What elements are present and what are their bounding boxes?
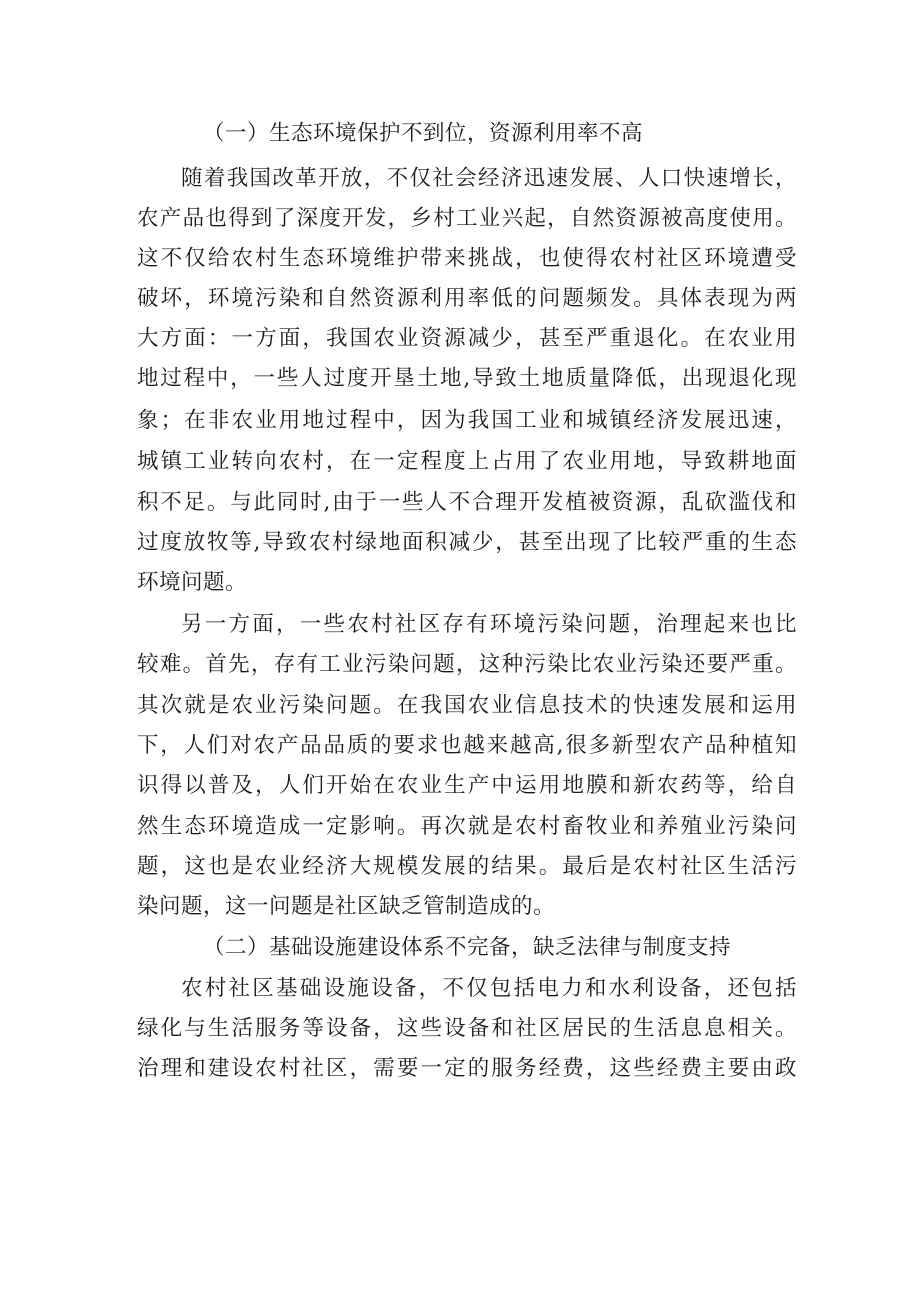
- paragraph-line: 破坏，环境污染和自然资源利用率低的问题频发。具体表现为两: [137, 286, 797, 311]
- paragraph-line: 城镇工业转向农村，在一定程度上占用了农业用地，导致耕地面: [137, 449, 797, 474]
- paragraph-line: 大方面：一方面，我国农业资源减少，甚至严重退化。在农业用: [137, 326, 797, 351]
- paragraph-line: 然生态环境造成一定影响。再次就是农村畜牧业和养殖业污染问: [137, 814, 797, 839]
- section-heading-1: （一）生态环境保护不到位，资源利用率不高: [203, 121, 644, 146]
- paragraph-line: 地过程中，一些人过度开垦土地,导致土地质量降低，出现退化现: [137, 366, 797, 391]
- paragraph-line: 下，人们对农产品品质的要求也越来越高,很多新型农产品种植知: [137, 733, 797, 758]
- paragraph-line: 象；在非农业用地过程中，因为我国工业和城镇经济发展迅速，: [137, 408, 797, 433]
- paragraph-line: 治理和建设农村社区，需要一定的服务经费，这些经费主要由政: [137, 1056, 797, 1081]
- paragraph-line: 染问题，这一问题是社区缺乏管制造成的。: [137, 894, 556, 919]
- paragraph-line: 农产品也得到了深度开发，乡村工业兴起，自然资源被高度使用。: [137, 206, 797, 231]
- paragraph-line: 随着我国改革开放，不仅社会经济迅速发展、人口快速增长，: [181, 166, 797, 191]
- paragraph-line: 环境问题。: [137, 570, 248, 595]
- paragraph-line: 其次就是农业污染问题。在我国农业信息技术的快速发展和运用: [137, 693, 797, 718]
- paragraph-line: 另一方面，一些农村社区存有环境污染问题，治理起来也比: [181, 612, 797, 637]
- paragraph-line: 农村社区基础设施设备，不仅包括电力和水利设备，还包括: [181, 976, 797, 1001]
- paragraph-line: 较难。首先，存有工业污染问题，这种污染比农业污染还要严重。: [137, 652, 797, 677]
- paragraph-line: 过度放牧等,导致农村绿地面积减少，甚至出现了比较严重的生态: [137, 530, 797, 555]
- paragraph-line: 识得以普及，人们开始在农业生产中运用地膜和新农药等，给自: [137, 773, 797, 798]
- paragraph-line: 这不仅给农村生态环境维护带来挑战，也使得农村社区环境遭受: [137, 246, 797, 271]
- section-heading-2: （二）基础设施建设体系不完备，缺乏法律与制度支持: [203, 935, 732, 960]
- paragraph-line: 绿化与生活服务等设备，这些设备和社区居民的生活息息相关。: [137, 1016, 797, 1041]
- paragraph-line: 积不足。与此同时,由于一些人不合理开发植被资源，乱砍滥伐和: [137, 490, 797, 515]
- paragraph-line: 题，这也是农业经济大规模发展的结果。最后是农村社区生活污: [137, 854, 797, 879]
